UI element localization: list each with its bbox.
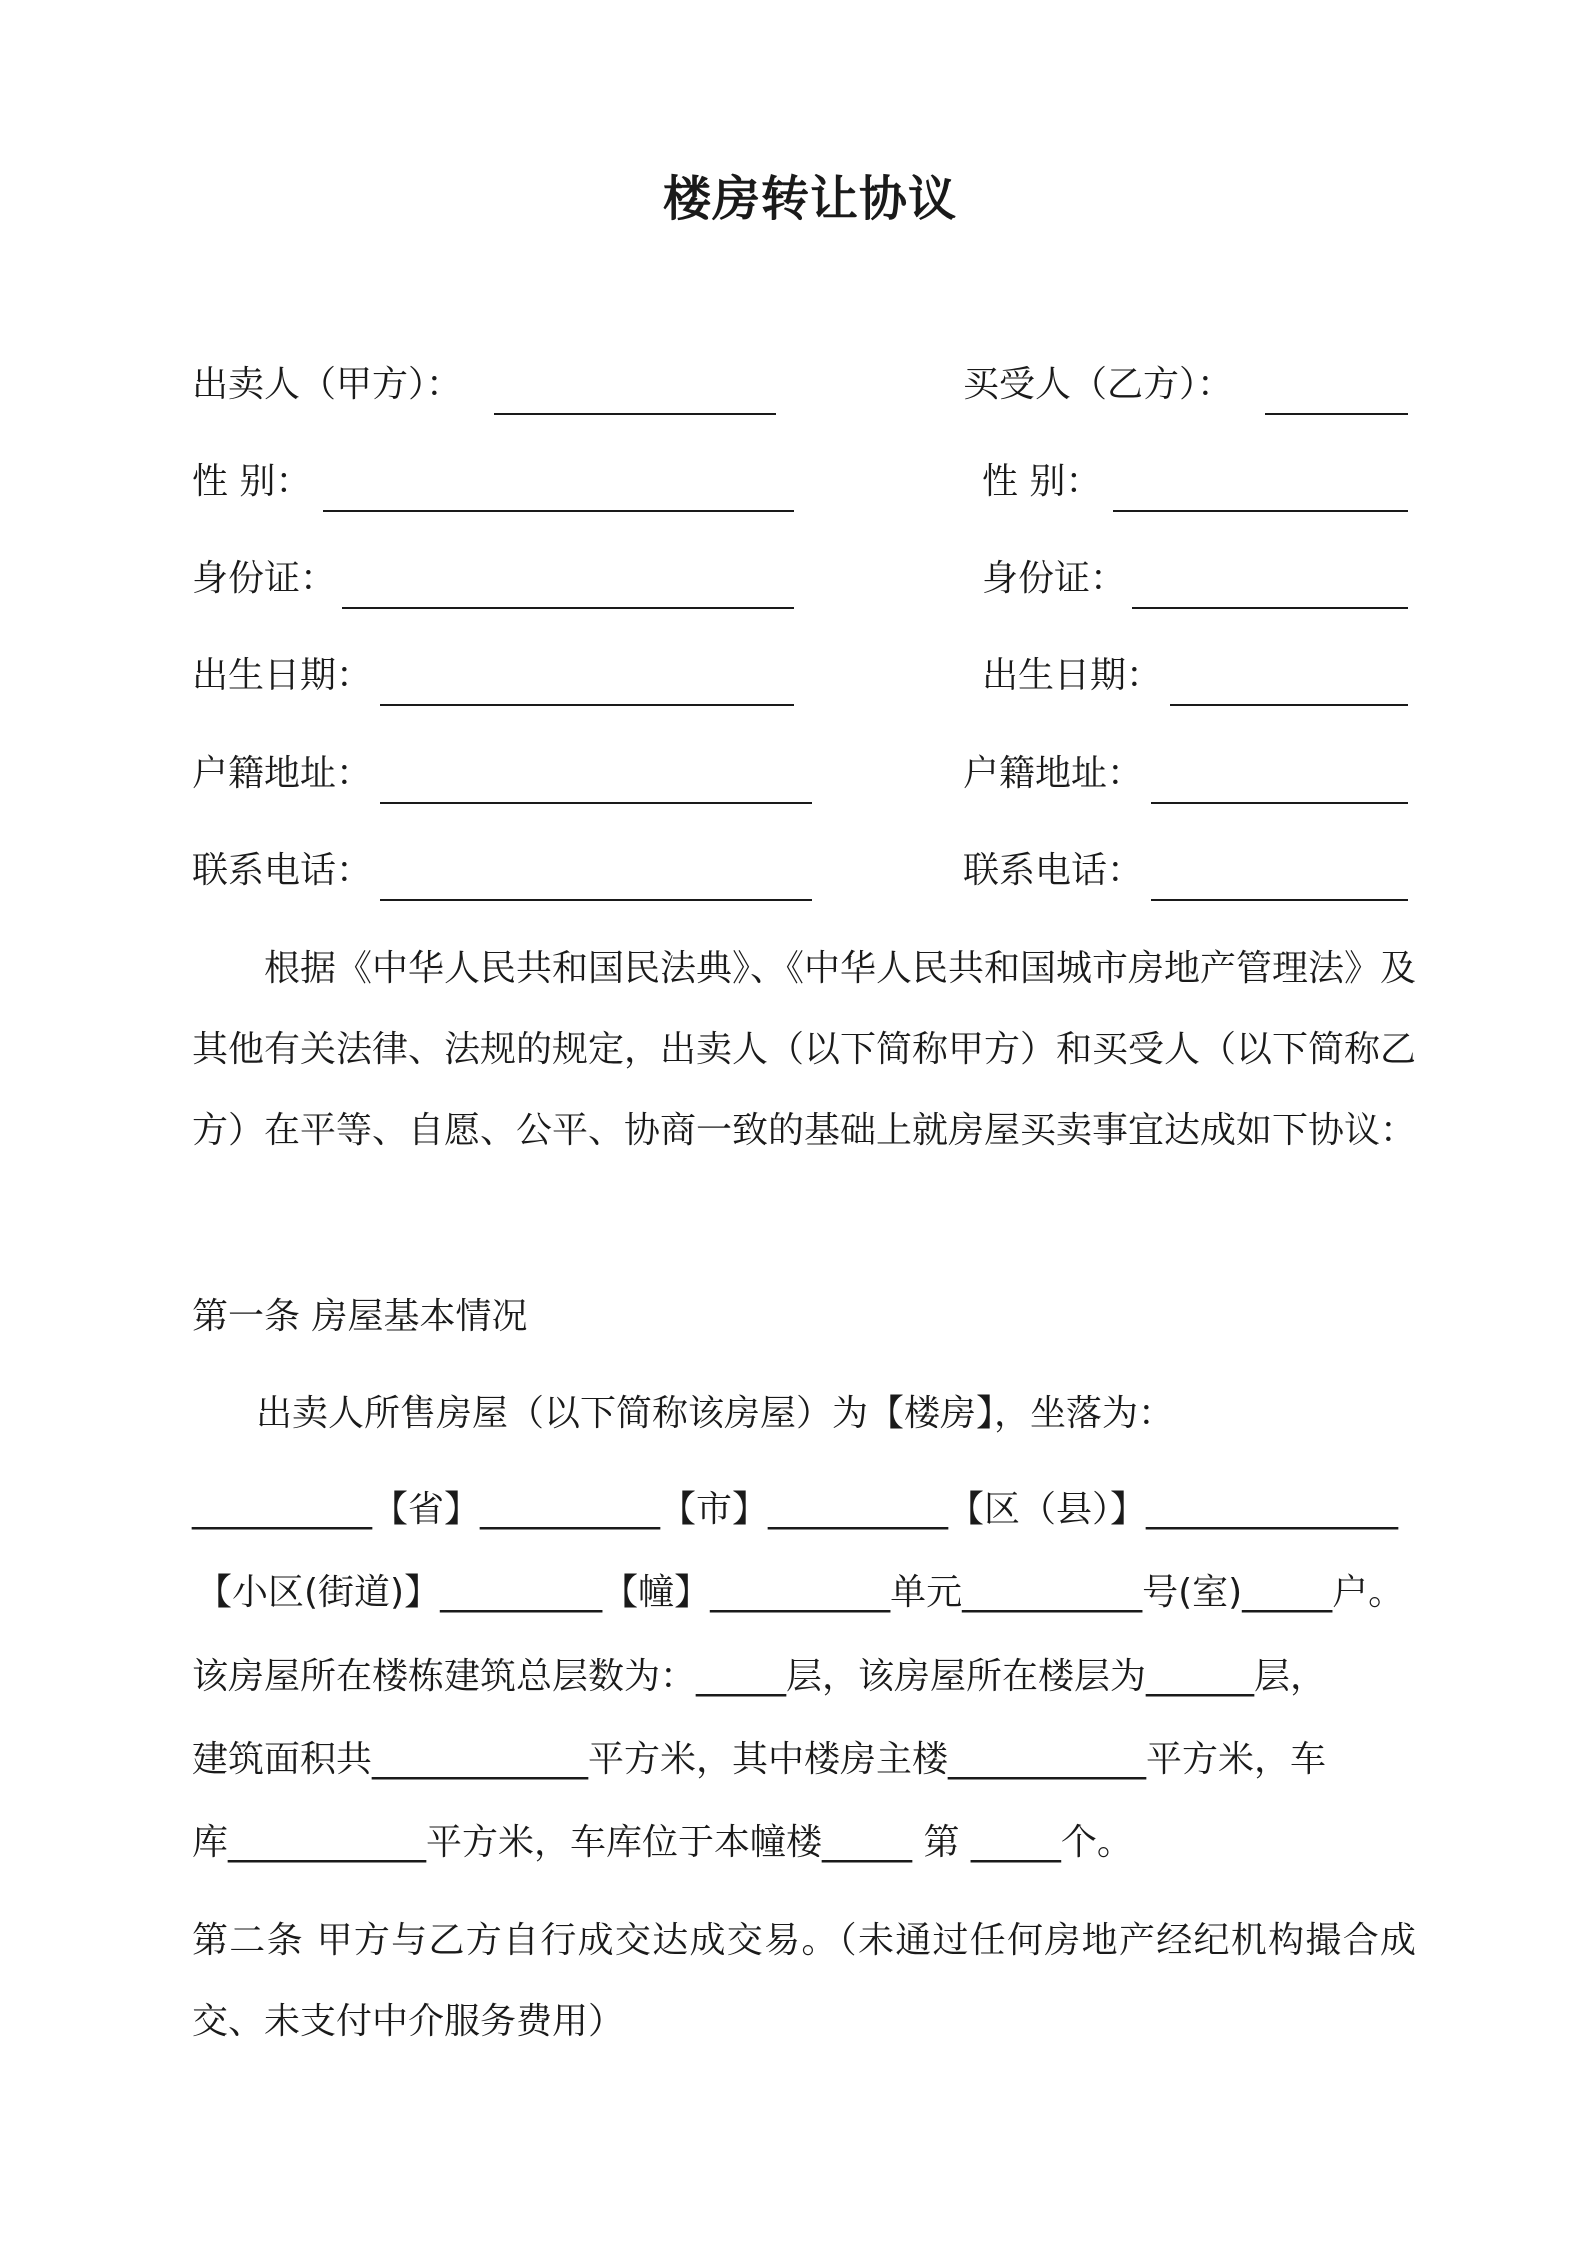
buyer-birth-blank xyxy=(1170,704,1408,706)
seller-birth-blank xyxy=(380,704,794,706)
address-line-1: __________【省】__________【市】__________【区（县）】______________ xyxy=(192,1489,1399,1530)
buyer-address-label: 户籍地址： xyxy=(963,753,1144,794)
seller-id-label: 身份证： xyxy=(192,558,337,599)
seller-address-label: 户籍地址： xyxy=(192,753,373,794)
area-line: 建筑面积共____________平方米，其中楼房主楼___________平方米，车 xyxy=(192,1739,1327,1780)
buyer-name-blank xyxy=(1265,413,1408,415)
seller-name-label: 出卖人（甲方）： xyxy=(192,364,463,405)
seller-address-blank xyxy=(380,802,812,804)
seller-id-blank xyxy=(342,607,794,609)
buyer-gender-blank xyxy=(1113,510,1408,512)
floors-line: 该房屋所在楼栋建筑总层数为：_____层，该房屋所在楼层为______层， xyxy=(192,1656,1327,1697)
buyer-id-blank xyxy=(1132,607,1408,609)
seller-gender-label: 性 别： xyxy=(192,461,312,502)
buyer-gender-label: 性 别： xyxy=(982,461,1102,502)
buyer-id-label: 身份证： xyxy=(982,558,1127,599)
document-title: 楼房转让协议 xyxy=(663,171,958,227)
article1-heading: 第一条 房屋基本情况 xyxy=(192,1296,528,1337)
buyer-address-blank xyxy=(1151,802,1408,804)
seller-name-blank xyxy=(494,413,776,415)
seller-birth-label: 出生日期： xyxy=(192,655,373,696)
article2-paragraph: 第二条 甲方与乙方自行成交达成交易。（未通过任何房地产经纪机构撮合成交、未支付中介服务费用） xyxy=(192,1920,1416,2042)
buyer-phone-label: 联系电话： xyxy=(963,850,1144,891)
article1-intro: 出卖人所售房屋（以下简称该房屋）为【楼房】，坐落为： xyxy=(256,1393,1175,1434)
buyer-birth-label: 出生日期： xyxy=(982,655,1163,696)
buyer-name-label: 买受人（乙方）： xyxy=(963,364,1234,405)
address-line-2: 【小区(街道)】_________【幢】__________单元__________号(室)_____户。 xyxy=(196,1572,1405,1613)
buyer-phone-blank xyxy=(1151,899,1408,901)
garage-line: 库___________平方米，车库位于本幢楼_____ 第 _____个。 xyxy=(192,1822,1133,1863)
seller-phone-blank xyxy=(380,899,812,901)
preamble-paragraph: 根据《中华人民共和国民法典》、《中华人民共和国城市房地产管理法》及其他有关法律、法规的规定，出卖人（以下简称甲方）和买受人（以下简称乙方）在平等、自愿、公平、协商一致的基础上就房屋买卖事宜达成如下协议： xyxy=(192,948,1417,1151)
seller-phone-label: 联系电话： xyxy=(192,850,373,891)
seller-gender-blank xyxy=(323,510,794,512)
